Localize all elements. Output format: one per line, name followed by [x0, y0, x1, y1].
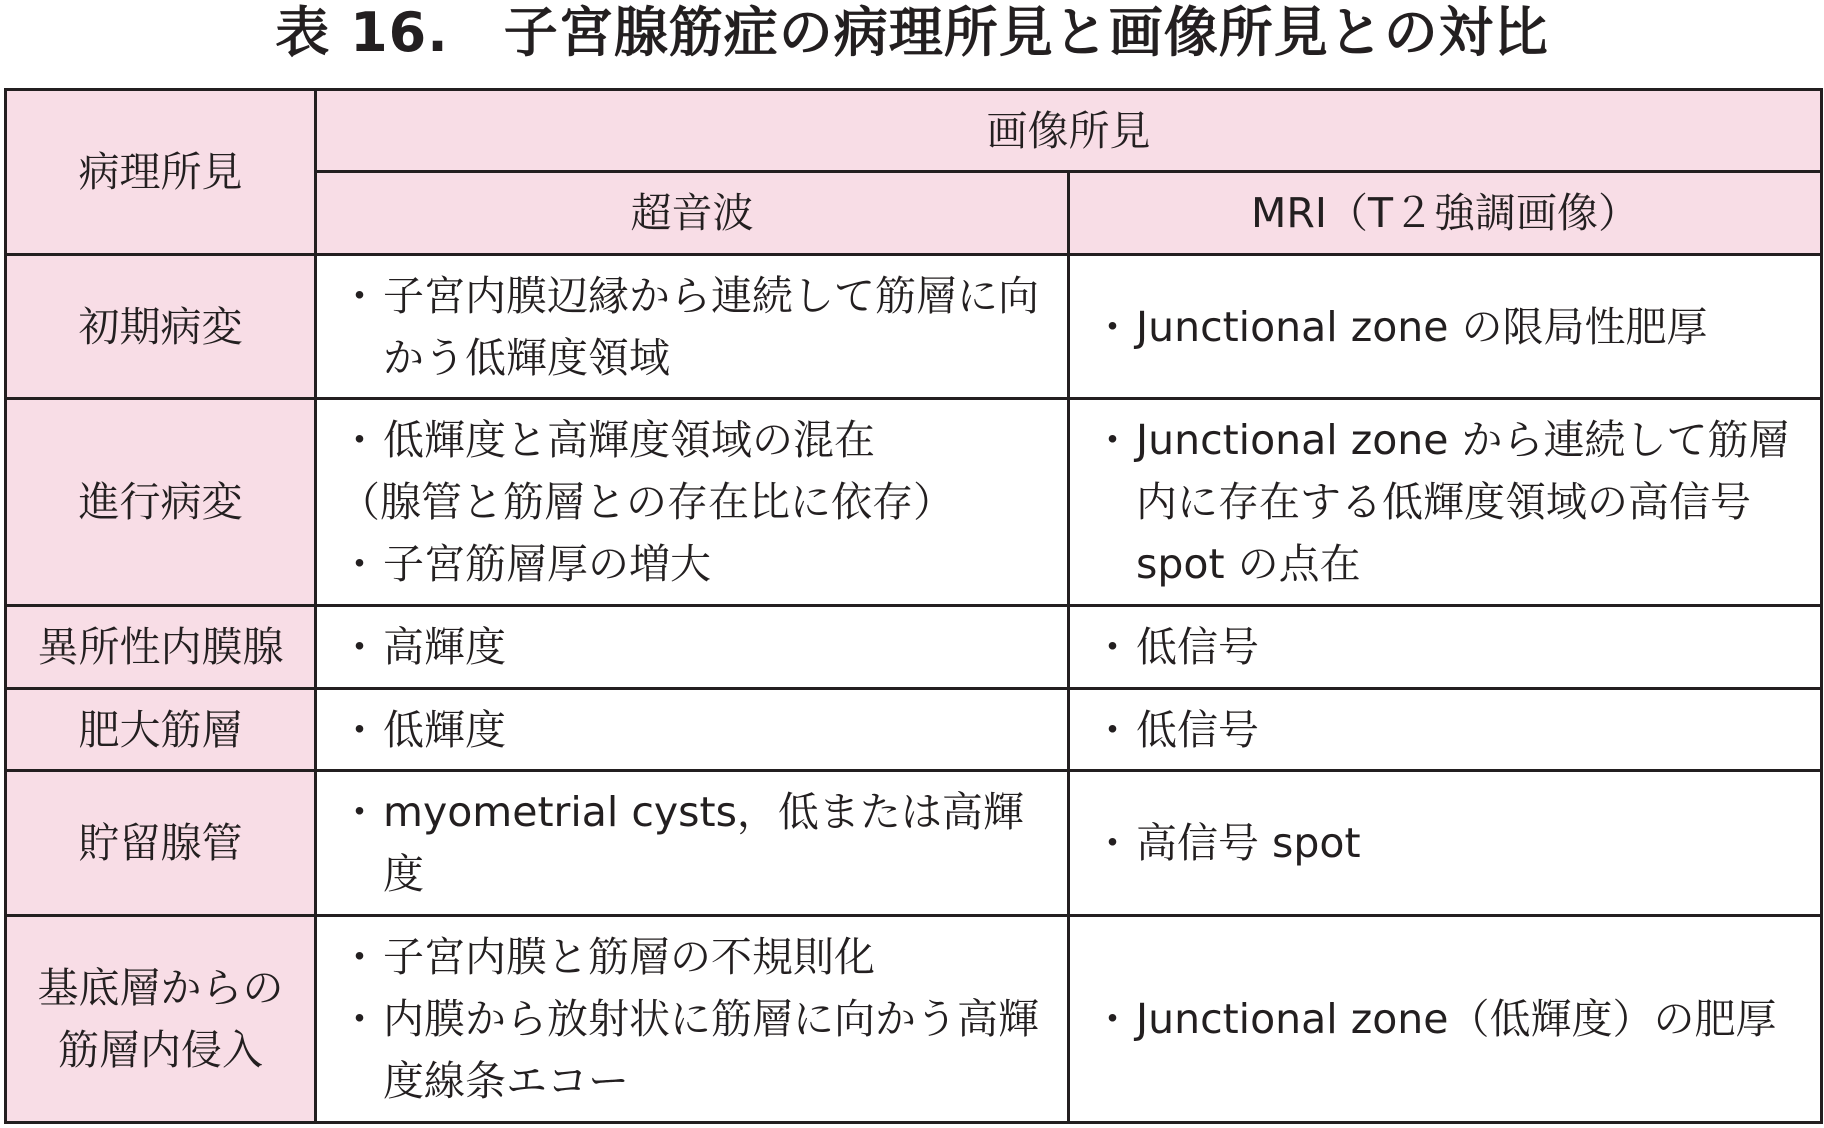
row-label: [6, 688, 316, 770]
row-label: [6, 254, 316, 399]
table-row: [6, 771, 1822, 916]
ultrasound-item: ・ 低輝度と高輝度領域の混在: [339, 409, 1057, 471]
ultrasound-note: （腺管と筋層との存在比に依存）: [339, 478, 954, 527]
mri-cell: [1069, 771, 1822, 916]
mri-cell: [1069, 399, 1822, 606]
row-label-line: 初期病変: [78, 302, 243, 351]
table-row: [6, 915, 1822, 1122]
row-label: [6, 771, 316, 916]
mri-cell: [1069, 606, 1822, 688]
comparison-table: [4, 88, 1823, 1124]
row-label-line: 基底層からの: [37, 963, 284, 1012]
ultrasound-cell: [316, 606, 1069, 688]
table-title: 表 16. 子宮腺筋症の病理所見と画像所見との対比: [275, 1, 1549, 64]
header-imaging: 画像所見: [316, 90, 1822, 172]
mri-item: ・ Junctional zone の限局性肥厚: [1092, 296, 1810, 358]
table-row: [6, 399, 1822, 606]
ultrasound-item: ・ myometrial cysts，低または高輝度: [339, 781, 1057, 905]
mri-item: ・ 低信号: [1092, 616, 1810, 678]
ultrasound-item: ・ 子宮内膜辺縁から連続して筋層に向かう低輝度領域: [339, 265, 1057, 389]
mri-item: ・ 低信号: [1092, 699, 1810, 761]
row-label: [6, 915, 316, 1122]
ultrasound-item: ・ 低輝度: [339, 699, 1057, 761]
header-ultrasound: 超音波: [316, 172, 1069, 254]
ultrasound-item: ・ 子宮筋層厚の増大: [339, 533, 1057, 595]
table-row: [6, 254, 1822, 399]
mri-cell: [1069, 688, 1822, 770]
header-row-1: [6, 90, 1822, 172]
row-label: [6, 399, 316, 606]
row-label-line: 進行病変: [78, 478, 243, 527]
header-mri: MRI（T２強調画像）: [1069, 172, 1822, 254]
row-label-line: 貯留腺管: [78, 819, 243, 868]
row-label-line: 異所性内膜腺: [37, 623, 284, 672]
row-label-line: 肥大筋層: [78, 705, 243, 754]
table-row: [6, 606, 1822, 688]
ultrasound-item: ・ 高輝度: [339, 616, 1057, 678]
ultrasound-item: ・ 子宮内膜と筋層の不規則化: [339, 926, 1057, 988]
ultrasound-cell: [316, 771, 1069, 916]
row-label: [6, 606, 316, 688]
row-label-line: 筋層内侵入: [58, 1025, 263, 1074]
ultrasound-cell: [316, 254, 1069, 399]
mri-item: ・ Junctional zone（低輝度）の肥厚: [1092, 988, 1810, 1050]
table-row: [6, 688, 1822, 770]
mri-item: ・ 高信号 spot: [1092, 812, 1810, 874]
mri-cell: [1069, 254, 1822, 399]
ultrasound-item: ・ 内膜から放射状に筋層に向かう高輝度線条エコー: [339, 988, 1057, 1112]
mri-item: ・ Junctional zone から連続して筋層内に存在する低輝度領域の高信号 spot の点在: [1092, 409, 1810, 595]
ultrasound-cell: [316, 399, 1069, 606]
mri-cell: [1069, 915, 1822, 1122]
header-pathology: 病理所見: [6, 90, 316, 255]
ultrasound-cell: [316, 915, 1069, 1122]
ultrasound-cell: [316, 688, 1069, 770]
